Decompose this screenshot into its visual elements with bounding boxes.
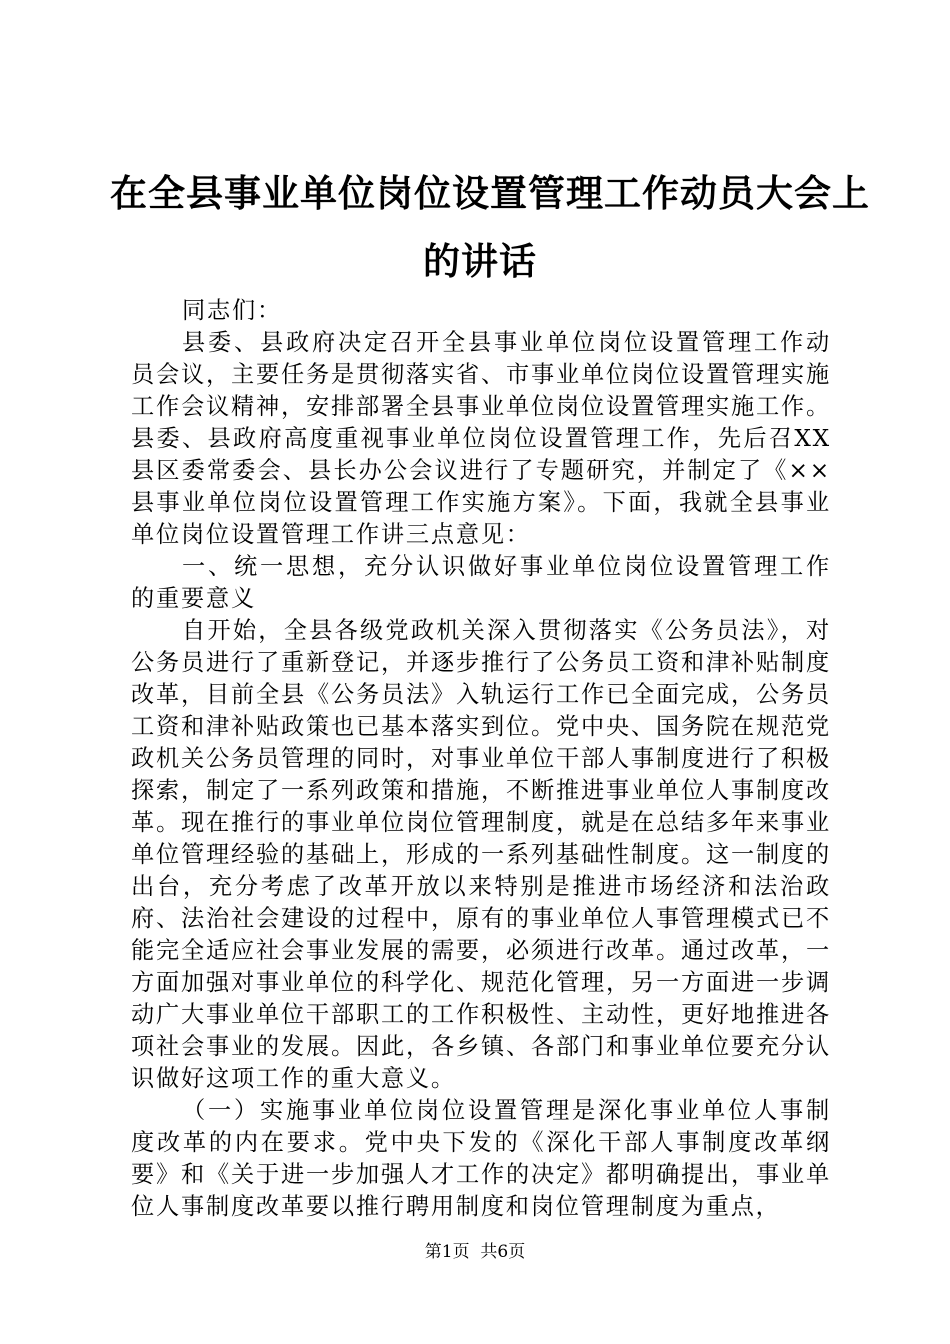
salutation: 同志们： <box>182 297 282 324</box>
body-paragraph: 自开始，全县各级党政机关深入贯彻落实《公务员法》，对公务员进行了重新登记，并逐步推行了公务员工资和津补贴制度改革，目前全县《公务员法》入轨运行工作已全面完成，公务员工资和津补贴政策也已基本落实到位。党中央、国务院在规范党政机关公务员管理的同时，对事业单位干部人事制度进行了积极探索，制定了一系列政策和措施，不断推进事业单位人事制度改革。现在推行的事业单位岗位管理制度，就是在总结多年来事业单位管理经验的基础上，形成的一系列基础性制度。这一制度的出台，充分考虑了改革开放以来特别是推进市场经济和法治政府、法治社会建设的过程中，原有的事业单位人事管理模式已不能完全适应社会事业发展的需要，必须进行改革。通过改革，一方面加强对事业单位的科学化、规范化管理，另一方面进一步调动广大事业单位干部职工的工作积极性、主动性，更好地推进各项社会事业的发展。因此，各乡镇、各部门和事业单位要充分认识做好这项工作的重大意义。 <box>131 617 831 1092</box>
document-title <box>110 160 870 296</box>
title-line-2: 的讲话 <box>423 240 537 283</box>
body-paragraph: （一）实施事业单位岗位设置管理是深化事业单位人事制度改革的内在要求。党中央下发的《深化干部人事制度改革纲要》和《关于进一步加强人才工作的决定》都明确提出，事业单位人事制度改革要以推行聘用制度和岗位管理制度为重点， <box>131 1097 831 1220</box>
document-body <box>131 295 831 1223</box>
page-footer: 第1页 共6页 <box>424 1242 526 1262</box>
section-heading: 一、统一思想，充分认识做好事业单位岗位设置管理工作的重要意义 <box>131 553 831 612</box>
title-line-1: 在全县事业单位岗位设置管理工作动员大会上 <box>110 172 870 215</box>
body-paragraph: 县委、县政府决定召开全县事业单位岗位设置管理工作动员会议，主要任务是贯彻落实省、市事业单位岗位设置管理实施工作会议精神，安排部署全县事业单位岗位设置管理实施工作。县委、县政府高度重视事业单位岗位设置管理工作，先后召XX县区委常委会、县长办公会议进行了专题研究，并制定了《××县事业单位岗位设置管理工作实施方案》。下面，我就全县事业单位岗位设置管理工作讲三点意见： <box>131 329 831 548</box>
